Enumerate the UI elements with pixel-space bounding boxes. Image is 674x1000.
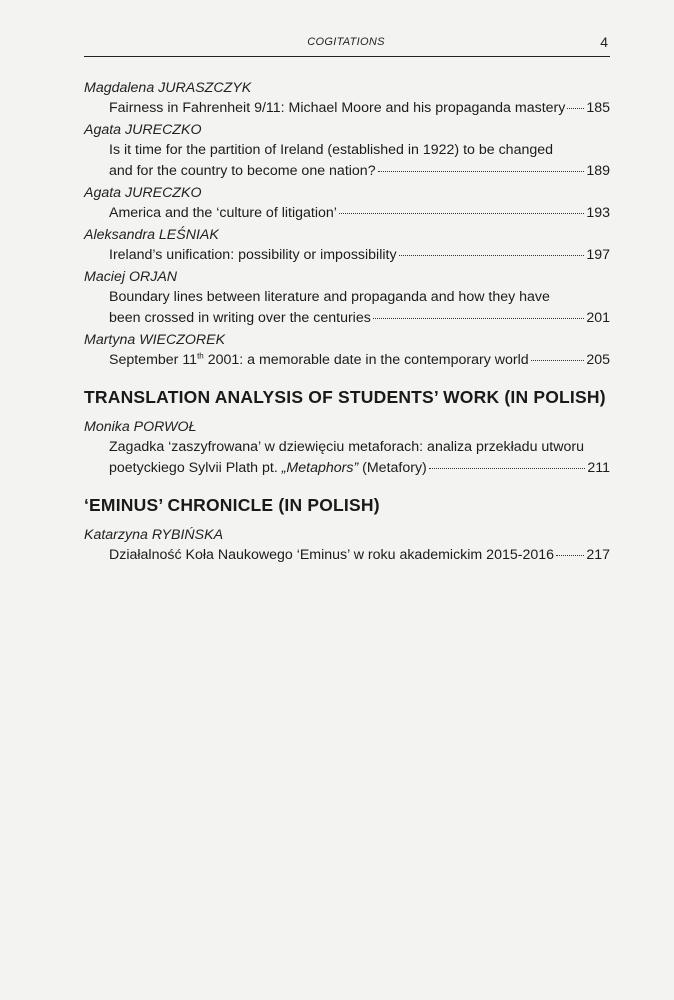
entry-page: 201 (586, 310, 610, 326)
leader-dots (378, 171, 585, 172)
entry-page: 185 (586, 100, 610, 116)
superscript: th (197, 351, 204, 361)
entry-author: Agata JURECZKO (84, 185, 202, 201)
toc-entry (84, 120, 610, 182)
entry-author: Maciej ORJAN (84, 269, 178, 285)
leader-dots (373, 318, 585, 319)
leader-dots (429, 468, 586, 469)
entry-title: Boundary lines between literature and propaganda and how they have (109, 289, 550, 305)
entry-author: Monika PORWOŁ (84, 419, 197, 435)
running-header (84, 34, 608, 56)
entry-author: Katarzyna RYBIŃSKA (84, 527, 224, 543)
entry-page: 193 (586, 205, 610, 221)
toc-entry (84, 330, 610, 371)
leader-dots (339, 213, 584, 214)
toc-entry (84, 225, 610, 266)
toc-entry (84, 183, 610, 224)
page-number: 4 (600, 34, 608, 50)
table-of-contents (84, 78, 610, 567)
entry-title-continued: and for the country to become one nation? (109, 163, 376, 179)
entry-page: 197 (586, 247, 610, 263)
entry-page: 205 (586, 352, 610, 368)
entry-title: Fairness in Fahrenheit 9/11: Michael Moore and his propaganda mastery (109, 100, 566, 116)
toc-entry (84, 417, 610, 479)
entry-author: Magdalena JURASZCZYK (84, 80, 252, 96)
header-rule (84, 56, 610, 57)
entry-page: 211 (587, 460, 610, 476)
toc-entry (84, 525, 610, 566)
leader-dots (556, 555, 584, 556)
section-heading-chronicle: ‘EMINUS’ CHRONICLE (IN POLISH) (84, 495, 380, 515)
entry-title: Zagadka ‘zaszyfrowana’ w dziewięciu metaforach: analiza przekładu utworu (109, 439, 584, 455)
leader-dots (399, 255, 585, 256)
entry-title: America and the ‘culture of litigation’ (109, 205, 337, 221)
leader-dots (531, 360, 585, 361)
entry-title: Is it time for the partition of Ireland (established in 1922) to be changed (109, 142, 554, 158)
entry-page: 217 (586, 547, 610, 563)
toc-entry (84, 78, 610, 119)
italic-title: „Metaphors” (281, 460, 359, 476)
entry-title: September 11th 2001: a memorable date in the contemporary world (109, 351, 529, 368)
entry-page: 189 (586, 163, 610, 179)
entry-title-continued: been crossed in writing over the centuries (109, 310, 371, 326)
toc-entry (84, 267, 610, 329)
entry-author: Aleksandra LEŚNIAK (84, 227, 219, 243)
section-heading-translation: TRANSLATION ANALYSIS OF STUDENTS’ WORK (IN POLISH) (84, 387, 606, 407)
leader-dots (567, 108, 584, 109)
entry-author: Agata JURECZKO (84, 122, 202, 138)
entry-title-continued: poetyckiego Sylvii Plath pt. „Metaphors” (Metafory) (109, 460, 427, 476)
entry-title: Ireland’s unification: possibility or impossibility (109, 247, 397, 263)
entry-title: Działalność Koła Naukowego ‘Eminus’ w roku akademickim 2015-2016 (109, 547, 555, 563)
journal-title: COGITATIONS (307, 36, 385, 48)
entry-author: Martyna WIECZOREK (84, 332, 226, 348)
